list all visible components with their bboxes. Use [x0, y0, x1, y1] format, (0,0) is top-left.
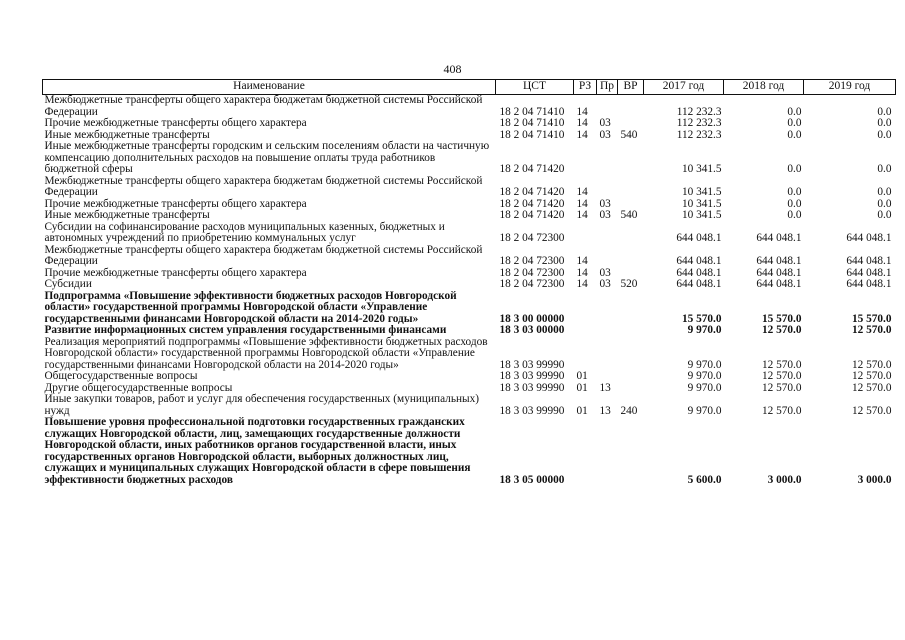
cell-2019: 12 570.0 — [851, 404, 892, 417]
cell-pr — [597, 176, 618, 199]
table-row — [43, 417, 896, 486]
cell-rz: 14 — [576, 117, 588, 129]
cell-2018: 12 570.0 — [761, 381, 802, 394]
cell-name: Развитие информационных систем управления государственными финансами — [44, 324, 447, 336]
page-number: 408 — [443, 62, 462, 76]
cell-rz — [574, 325, 597, 337]
cell-rz: 14 — [576, 255, 588, 267]
cell-2017: 15 570.0 — [681, 312, 722, 325]
cell-vr — [618, 176, 644, 199]
cell-pr: 13 — [599, 381, 611, 394]
cell-pr — [597, 337, 618, 372]
cell-cst: 18 2 04 71420 — [499, 209, 565, 221]
cell-vr: 540 — [620, 209, 638, 221]
table-header — [43, 80, 896, 95]
cell-cst: 18 2 04 71420 — [499, 197, 565, 210]
table-row — [43, 245, 896, 268]
cell-vr — [618, 95, 644, 119]
cell-cst: 18 2 04 71410 — [499, 128, 565, 141]
cell-pr: 03 — [599, 117, 611, 129]
cell-cst: 18 3 03 99990 — [499, 404, 565, 417]
cell-2017: 5 600.0 — [687, 473, 722, 486]
cell-name: Иные межбюджетные трансферты городским и сельским поселениям области на частичную компенсацию дополнительных расходов на повышение оплаты труда работников бюджетной сферы — [44, 140, 490, 175]
cell-2019: 644 048.1 — [846, 266, 892, 279]
cell-2019: 15 570.0 — [851, 312, 892, 325]
cell-name: Иные межбюджетные трансферты — [44, 209, 210, 221]
cell-rz — [574, 141, 597, 176]
cell-vr: 520 — [620, 278, 638, 290]
header-pr: Пр — [597, 80, 618, 95]
cell-cst: 18 3 03 99990 — [499, 358, 565, 371]
cell-rz — [574, 337, 597, 372]
header-2019: 2019 год — [804, 80, 896, 95]
cell-name: Прочие межбюджетные трансферты общего характера — [44, 266, 307, 279]
table-row — [43, 95, 896, 119]
table-row — [43, 141, 896, 176]
cell-vr — [618, 337, 644, 372]
cell-2019: 644 048.1 — [846, 255, 892, 267]
cell-pr: 13 — [599, 404, 611, 417]
cell-name: Иные межбюджетные трансферты — [44, 128, 210, 141]
cell-2018: 3 000.0 — [767, 473, 802, 486]
cell-2018: 644 048.1 — [756, 255, 802, 267]
cell-2017: 9 970.0 — [687, 324, 722, 336]
cell-rz: 14 — [576, 197, 588, 210]
cell-2018: 644 048.1 — [756, 266, 802, 279]
cell-2019: 12 570.0 — [851, 370, 892, 382]
cell-2018: 0.0 — [787, 197, 802, 210]
cell-rz: 14 — [576, 266, 588, 279]
cell-cst: 18 2 04 71420 — [499, 163, 565, 175]
cell-2017: 10 341.5 — [681, 186, 722, 198]
cell-2017: 9 970.0 — [687, 404, 722, 417]
cell-rz: 14 — [576, 128, 588, 141]
cell-rz — [574, 222, 597, 245]
cell-name: Реализация мероприятий подпрограммы «Повышение эффективности бюджетных расходов Новгородской области» государственной программы Новгородской области «Управление государственными финансами Новгородской области на 2014-2020 годы» — [44, 335, 488, 371]
cell-2018: 0.0 — [787, 128, 802, 141]
cell-cst: 18 3 03 00000 — [499, 324, 565, 336]
cell-pr — [597, 417, 618, 486]
cell-vr — [618, 417, 644, 486]
cell-2017: 10 341.5 — [681, 197, 722, 210]
cell-vr — [618, 325, 644, 337]
cell-name: Подпрограмма «Повышение эффективности бюджетных расходов Новгородской области» государственной программы Новгородской области «Управление государственными финансами Новгородской области на 2014-2020 годы» — [44, 289, 457, 325]
cell-2017: 112 232.3 — [676, 105, 722, 118]
cell-2019: 0.0 — [877, 128, 892, 141]
cell-cst: 18 2 04 72300 — [499, 255, 565, 267]
cell-2018: 0.0 — [787, 209, 802, 221]
cell-2019: 0.0 — [877, 117, 892, 129]
cell-pr — [597, 141, 618, 176]
cell-name: Иные закупки товаров, работ и услуг для обеспечения государственных (муниципальных) нужд — [44, 393, 480, 417]
cell-2018: 15 570.0 — [761, 312, 802, 325]
cell-2019: 12 570.0 — [851, 381, 892, 394]
cell-pr — [597, 95, 618, 119]
cell-pr — [597, 371, 618, 383]
cell-name: Другие общегосударственные вопросы — [44, 381, 233, 394]
cell-vr: 540 — [620, 128, 638, 141]
cell-cst: 18 3 05 00000 — [499, 473, 565, 486]
table-row — [43, 337, 896, 372]
cell-2019: 12 570.0 — [851, 324, 892, 336]
header-2017: 2017 год — [644, 80, 724, 95]
cell-2017: 644 048.1 — [676, 278, 722, 290]
cell-2019: 0.0 — [877, 186, 892, 198]
cell-name: Общегосударственные вопросы — [44, 370, 198, 382]
cell-rz: 14 — [576, 105, 588, 118]
cell-cst: 18 2 04 71420 — [499, 186, 565, 198]
cell-name: Межбюджетные трансферты общего характера бюджетам бюджетной системы Российской Федерации — [44, 243, 483, 267]
cell-cst: 18 2 04 72300 — [499, 266, 565, 279]
cell-pr — [597, 325, 618, 337]
cell-2017: 644 048.1 — [676, 255, 722, 267]
cell-pr — [597, 291, 618, 326]
cell-2018: 12 570.0 — [761, 404, 802, 417]
cell-2018: 12 570.0 — [761, 358, 802, 371]
cell-2017: 9 970.0 — [687, 358, 722, 371]
header-cst: ЦСТ — [496, 80, 574, 95]
cell-cst: 18 3 00 00000 — [499, 312, 565, 325]
table-row — [43, 176, 896, 199]
cell-2018: 0.0 — [787, 163, 802, 175]
cell-2017: 112 232.3 — [676, 128, 722, 141]
cell-2018: 0.0 — [787, 186, 802, 198]
cell-name: Прочие межбюджетные трансферты общего характера — [44, 197, 307, 210]
cell-vr — [618, 245, 644, 268]
cell-rz: 01 — [576, 381, 588, 394]
cell-2018: 644 048.1 — [756, 232, 802, 244]
table-body — [43, 95, 896, 487]
cell-2019: 0.0 — [877, 105, 892, 118]
cell-cst: 18 2 04 71410 — [499, 117, 565, 129]
cell-pr: 03 — [599, 128, 611, 141]
cell-2017: 10 341.5 — [681, 163, 722, 175]
cell-cst: 18 2 04 71410 — [499, 105, 565, 118]
cell-pr — [597, 245, 618, 268]
cell-2017: 9 970.0 — [687, 381, 722, 394]
table-row — [43, 371, 896, 383]
cell-cst: 18 3 03 99990 — [499, 381, 565, 394]
table-row — [43, 394, 896, 417]
header-rz: РЗ — [574, 80, 597, 95]
budget-table — [42, 79, 896, 486]
cell-vr — [618, 222, 644, 245]
cell-vr — [618, 371, 644, 383]
cell-2017: 112 232.3 — [676, 117, 722, 129]
cell-2017: 10 341.5 — [681, 209, 722, 221]
cell-name: Субсидии на софинансирование расходов муниципальных казенных, бюджетных и автономных учреждений по приобретению коммунальных услуг — [44, 220, 445, 244]
cell-name: Субсидии — [44, 278, 92, 290]
cell-2018: 0.0 — [787, 117, 802, 129]
cell-pr: 03 — [599, 266, 611, 279]
header-vr: ВР — [618, 80, 644, 95]
cell-rz: 01 — [576, 404, 588, 417]
header-2018: 2018 год — [724, 80, 804, 95]
cell-2018: 12 570.0 — [761, 370, 802, 382]
cell-2019: 12 570.0 — [851, 358, 892, 371]
cell-rz — [574, 291, 597, 326]
cell-rz: 14 — [576, 186, 588, 198]
cell-rz — [574, 417, 597, 486]
cell-2019: 0.0 — [877, 209, 892, 221]
cell-2019: 3 000.0 — [857, 473, 892, 486]
cell-cst: 18 2 04 72300 — [499, 232, 565, 244]
table-row — [43, 325, 896, 337]
cell-rz: 01 — [576, 370, 588, 382]
cell-2019: 0.0 — [877, 197, 892, 210]
table-row — [43, 118, 896, 130]
cell-2018: 12 570.0 — [761, 324, 802, 336]
cell-pr: 03 — [599, 278, 611, 290]
cell-2019: 0.0 — [877, 163, 892, 175]
cell-cst: 18 2 04 72300 — [499, 278, 565, 290]
cell-name: Межбюджетные трансферты общего характера бюджетам бюджетной системы Российской Федерации — [44, 174, 483, 198]
cell-2018: 644 048.1 — [756, 278, 802, 290]
cell-2017: 644 048.1 — [676, 266, 722, 279]
cell-vr: 240 — [620, 404, 638, 417]
cell-name: Межбюджетные трансферты общего характера бюджетам бюджетной системы Российской Федерации — [44, 94, 483, 118]
cell-2019: 644 048.1 — [846, 232, 892, 244]
cell-vr — [618, 383, 644, 395]
cell-2017: 9 970.0 — [687, 370, 722, 382]
cell-2017: 644 048.1 — [676, 232, 722, 244]
cell-name: Прочие межбюджетные трансферты общего характера — [44, 117, 307, 129]
cell-pr: 03 — [599, 209, 611, 221]
table-row — [43, 291, 896, 326]
cell-rz: 14 — [576, 278, 588, 290]
cell-pr: 03 — [599, 197, 611, 210]
cell-vr — [618, 141, 644, 176]
table-row — [43, 279, 896, 291]
cell-2018: 0.0 — [787, 105, 802, 118]
cell-pr — [597, 222, 618, 245]
cell-cst: 18 3 03 99990 — [499, 370, 565, 382]
cell-vr — [618, 291, 644, 326]
table-row — [43, 210, 896, 222]
table-row — [43, 222, 896, 245]
header-name: Наименование — [43, 80, 496, 95]
cell-2019: 644 048.1 — [846, 278, 892, 290]
cell-rz: 14 — [576, 209, 588, 221]
cell-vr — [618, 118, 644, 130]
cell-name: Повышение уровня профессиональной подготовки государственных гражданских служащих Новгородской области, лиц, замещающих государственные должности Новгородской области, иных работников органов государственной власти, иных государственных органов Новгородской области, выборных должностных лиц, служащих и муниципальных служащих Новгородской области в сфере повышения эффективности бюджетных расходов — [44, 416, 471, 486]
